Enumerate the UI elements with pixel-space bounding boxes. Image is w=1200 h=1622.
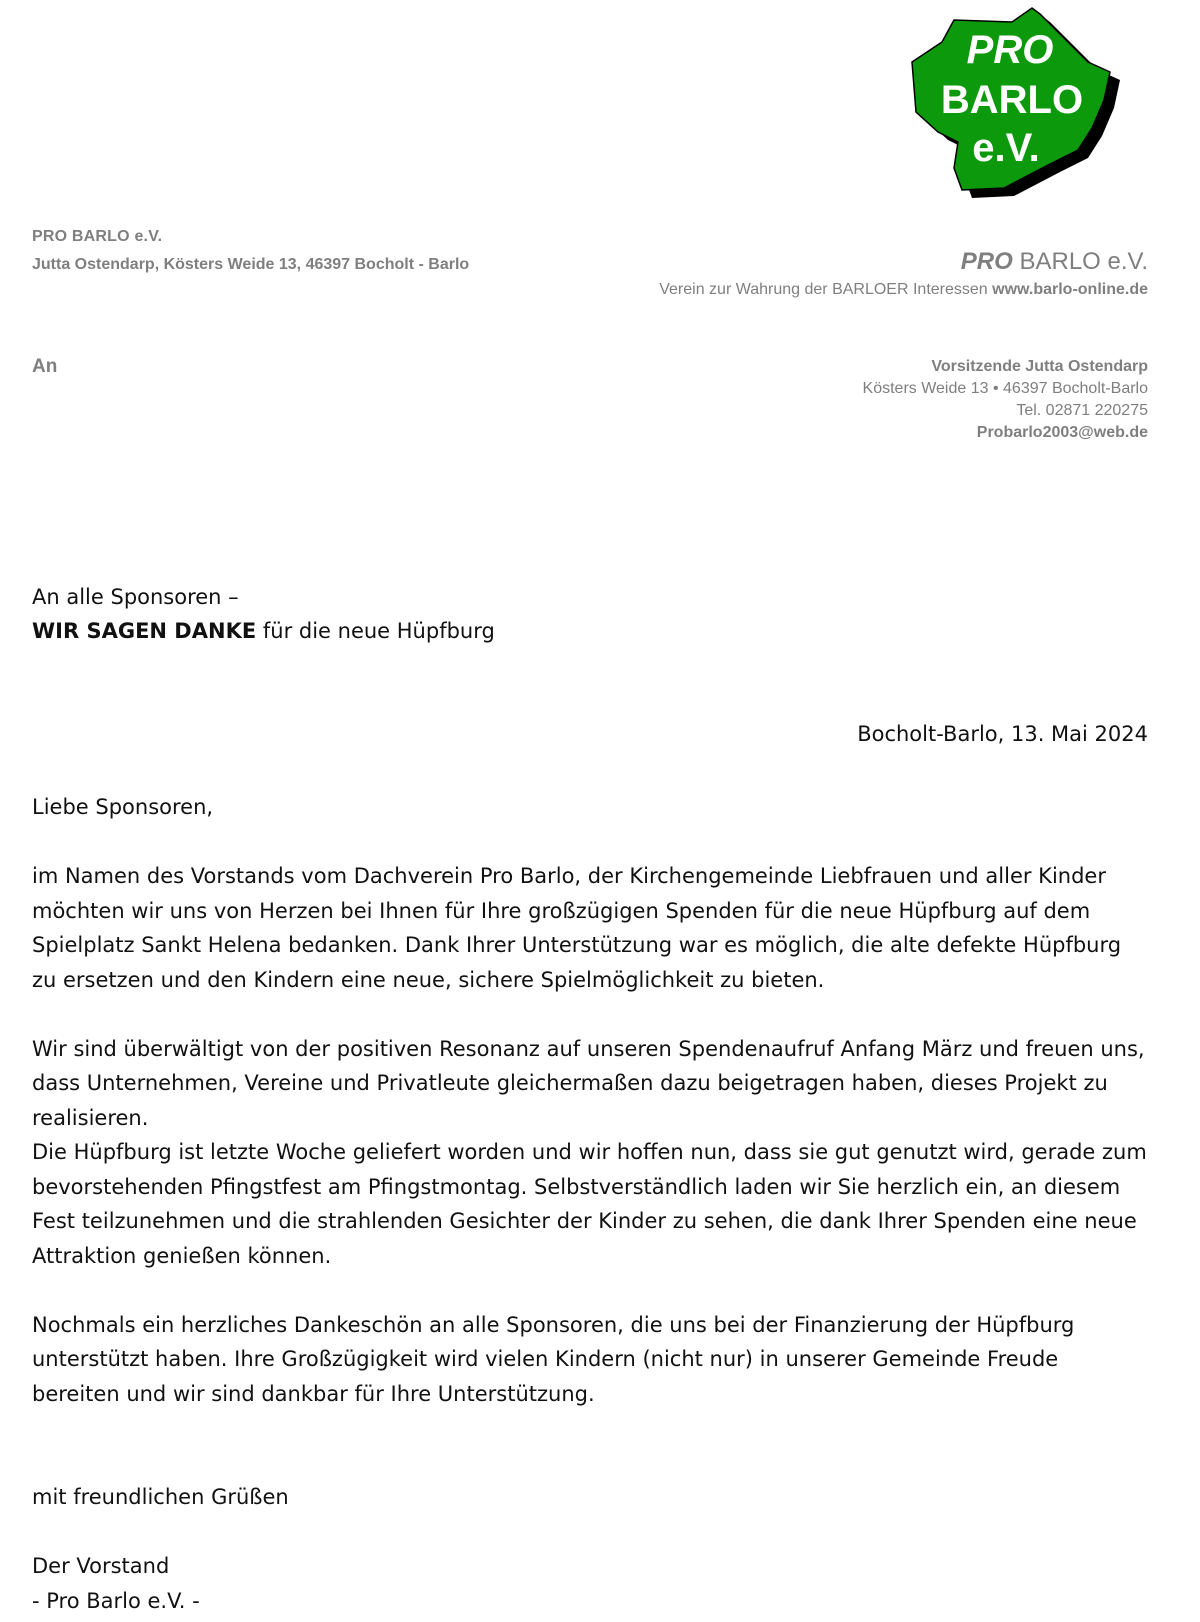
subject <box>32 580 495 648</box>
logo-line-barlo: BARLO <box>940 78 1084 122</box>
sender-name: PRO BARLO e.V. <box>32 228 163 245</box>
signature-line-2: - Pro Barlo e.V. - <box>32 1588 200 1613</box>
paragraph-1: im Namen des Vorstands vom Dachverein Pro Barlo, der Kirchengemeinde Liebfrauen und aller Kinder möchten wir uns von Herzen bei Ihnen für Ihre großzügigen Spenden für die neue Hüpfburg auf dem Spielplatz Sankt Helena bedanken. Dank Ihrer Unterstützung war es möglich, die alte defekte Hüpfburg zu ersetzen und den Kindern eine neue, sichere Spielmöglichkeit zu bieten. <box>32 864 1122 992</box>
recipient-label: An <box>32 356 58 377</box>
contact-address: Kösters Weide 13 • 46397 Bocholt-Barlo <box>862 380 1148 397</box>
logo-line-pro: PRO <box>966 28 1054 72</box>
signature-line-1: Der Vorstand <box>32 1554 170 1578</box>
contact-title: Vorsitzende Jutta Ostendarp <box>931 358 1148 375</box>
sender-address: Jutta Ostendarp, Kösters Weide 13, 46397 Bocholt - Barlo <box>32 256 470 273</box>
subject-rest: für die neue Hüpfburg <box>256 619 495 643</box>
salutation: Liebe Sponsoren, <box>32 795 214 819</box>
org-tagline <box>659 281 1148 299</box>
org-tagline-text: Verein zur Wahrung der BARLOER Interessen <box>659 281 993 298</box>
org-name-italic: PRO <box>960 248 1013 275</box>
pro-barlo-logo <box>892 0 1148 204</box>
paragraph-2: Wir sind überwältigt von der positiven Resonanz auf unseren Spendenaufruf Anfang März und freuen uns, dass Unternehmen, Vereine und Privatleute gleichermaßen dazu beigetragen haben, dieses Projekt zu realisieren. <box>32 1036 1145 1130</box>
contact-phone: Tel. 02871 220275 <box>1016 402 1148 419</box>
closing: mit freundlichen Grüßen <box>32 1485 289 1509</box>
contact-email: Probarlo2003@web.de <box>976 424 1148 441</box>
org-name-rest: BARLO e.V. <box>1012 248 1148 275</box>
letter-date: Bocholt-Barlo, 13. Mai 2024 <box>857 722 1148 746</box>
subject-line-2 <box>32 614 495 648</box>
letter-body <box>32 790 1152 1618</box>
subject-line-1: An alle Sponsoren – <box>32 585 239 609</box>
logo-line-ev: e.V. <box>972 126 1040 170</box>
subject-bold: WIR SAGEN DANKE <box>32 619 257 643</box>
contact-block <box>863 356 1148 444</box>
org-website: www.barlo-online.de <box>992 281 1148 298</box>
paragraph-3: Die Hüpfburg ist letzte Woche geliefert worden und wir hoffen nun, dass sie gut genutzt wird, gerade zum bevorstehenden Pfingstfest am Pfingstmontag. Selbstverständlich laden wir Sie herzlich ein, an diesem Fest teilzunehmen und die strahlenden Gesichter der Kinder zu sehen, die dank Ihrer Spenden eine neue Attraktion genießen können. <box>32 1140 1147 1268</box>
org-name <box>961 248 1148 276</box>
paragraph-4: Nochmals ein herzliches Dankeschön an alle Sponsoren, die uns bei der Finanzierung der Hüpfburg unterstützt haben. Ihre Großzügigkeit wird vielen Kindern (nicht nur) in unserer Gemeinde Freude bereiten und wir sind dankbar für Ihre Unterstützung. <box>32 1312 1075 1406</box>
